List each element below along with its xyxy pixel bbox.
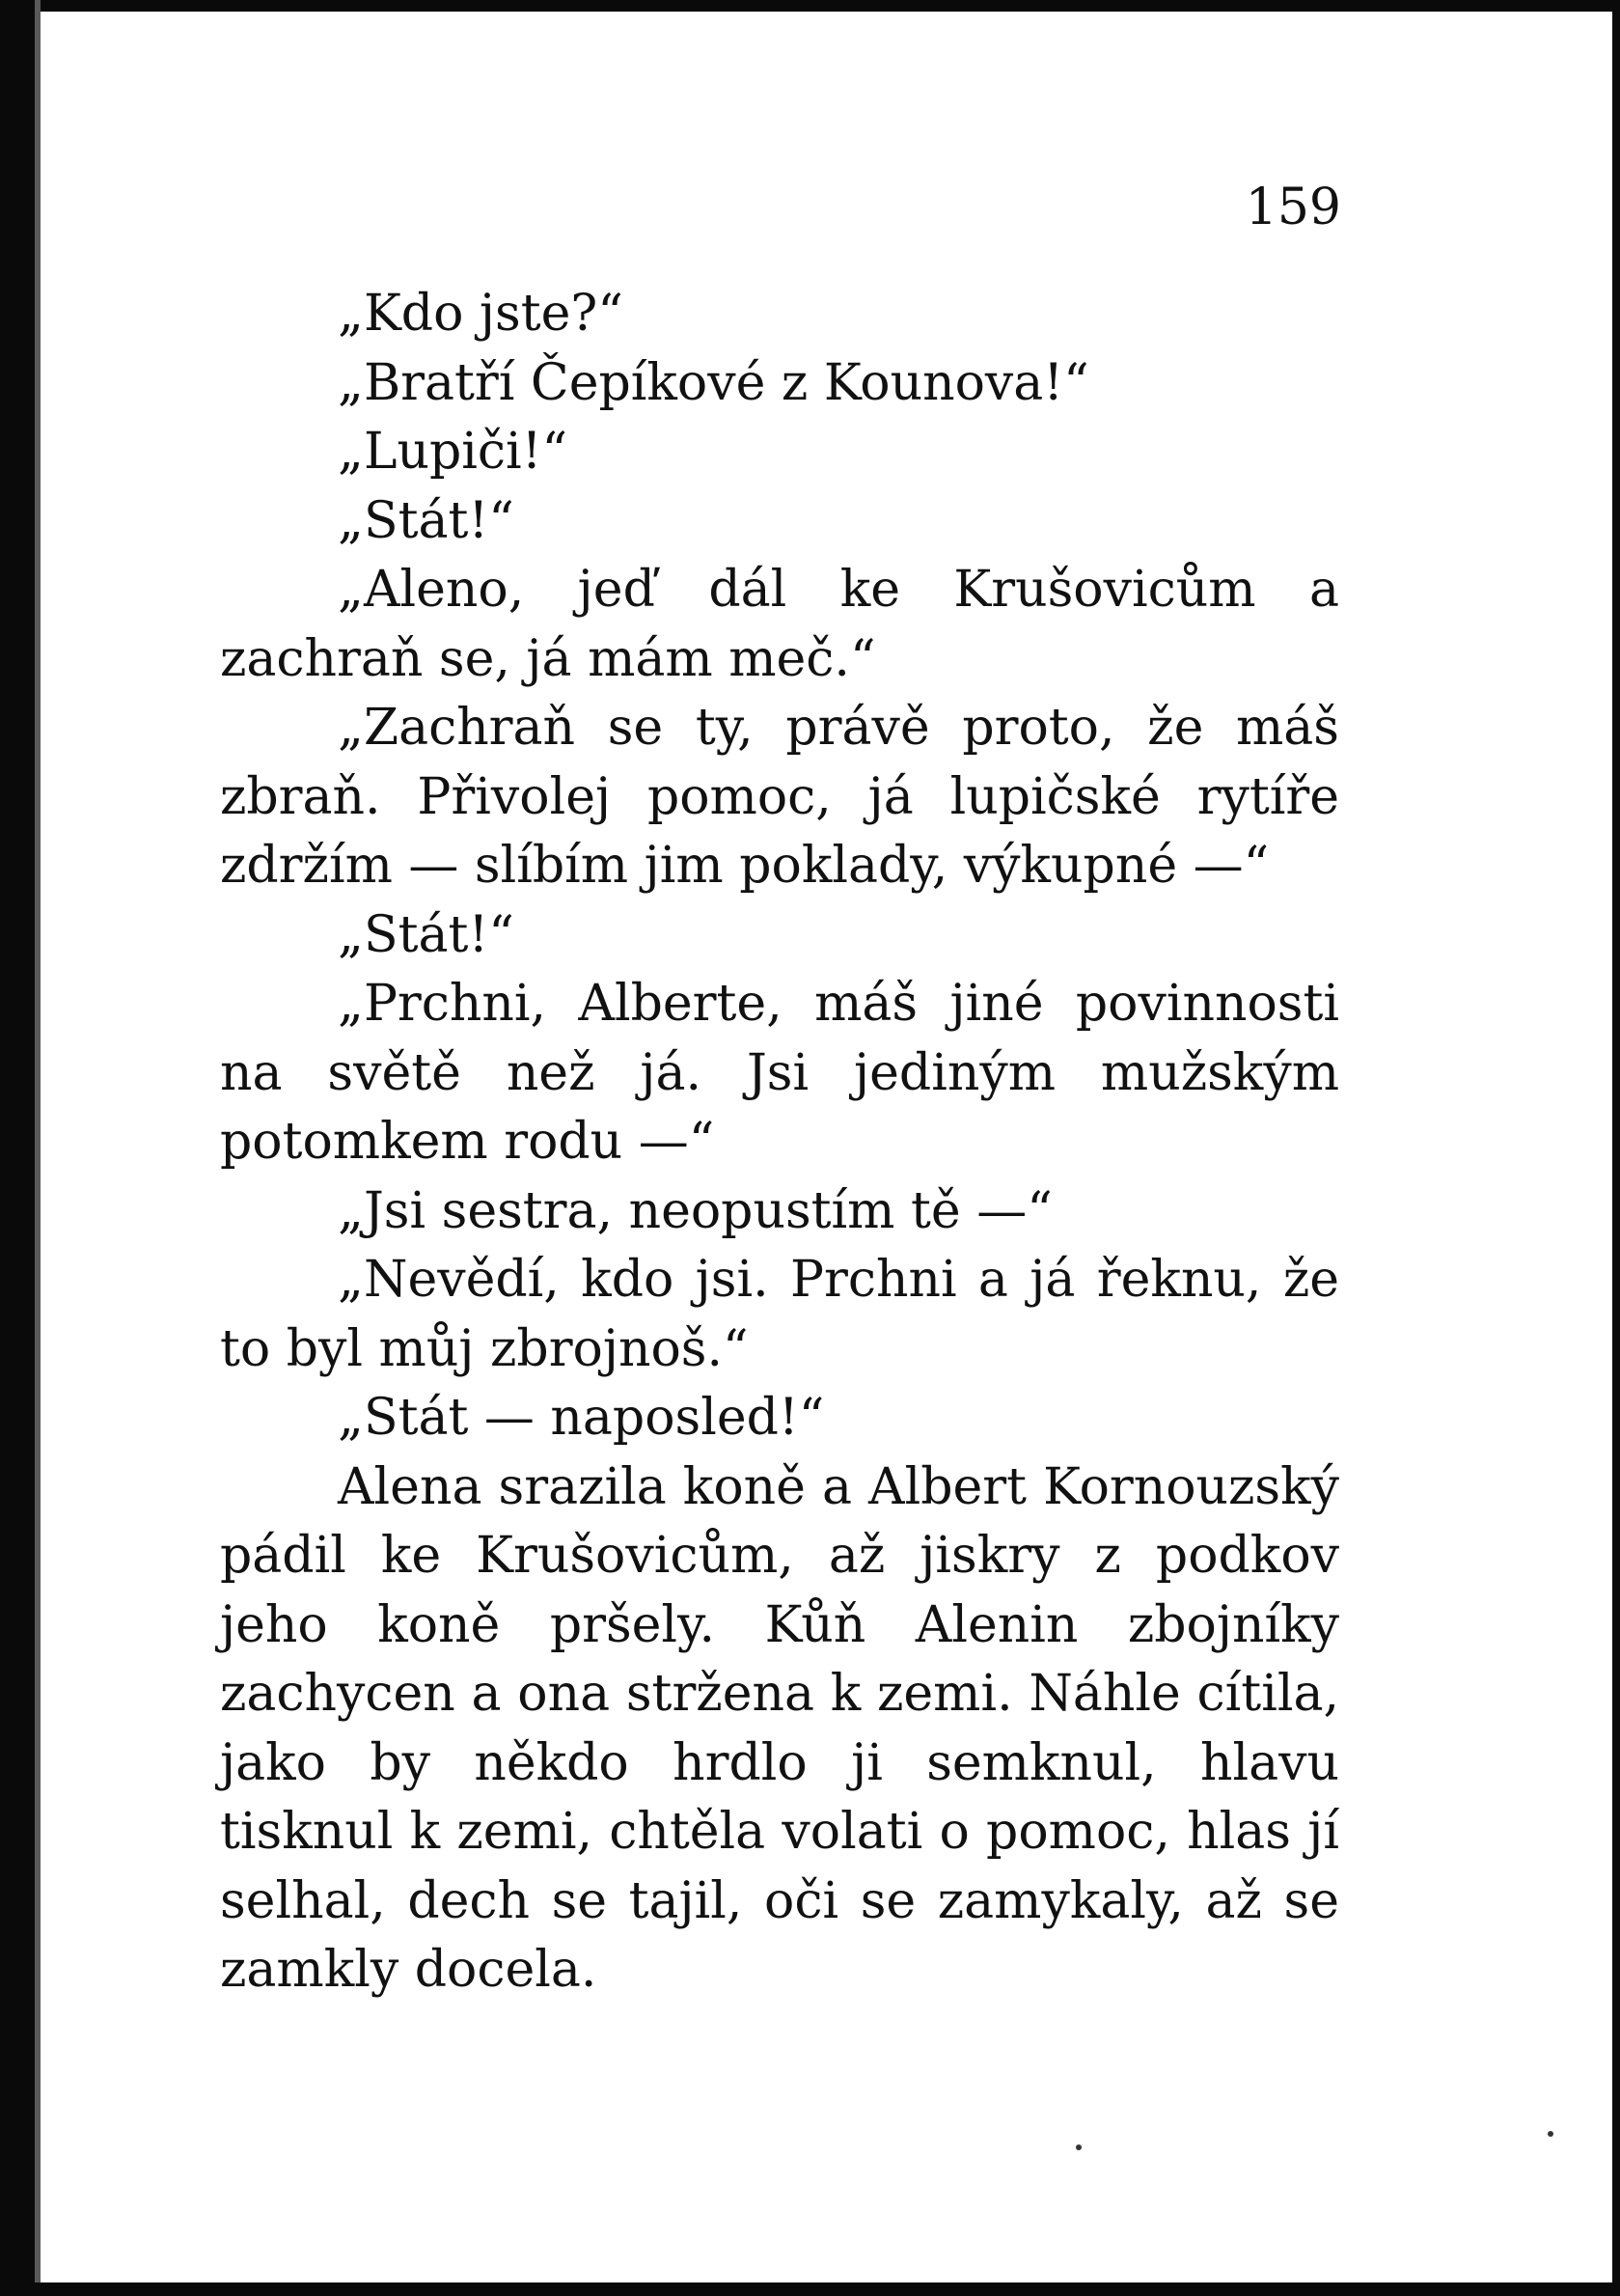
page-number: 159 (1245, 179, 1341, 236)
paragraph: „Stát!“ (338, 905, 514, 964)
paragraph: „Kdo jste?“ (338, 285, 623, 343)
scan-speck (1076, 2144, 1082, 2150)
paragraph: „Lupiči!“ (338, 423, 568, 481)
paragraph: „Bratří Čepíkové z Kounova!“ (338, 353, 1089, 412)
paragraph: „Stát!“ (338, 491, 514, 550)
scan-border-left (0, 0, 35, 2296)
paragraph: „Stát — naposled!“ (338, 1389, 825, 1447)
scan-border-bottom (0, 2282, 1620, 2296)
scan-border-right (1612, 0, 1620, 2296)
scan-border-inner-shadow (35, 0, 41, 2296)
paragraph: „Zachraň se ty, právě proto, že máš zbraň. Přivolej pomoc, já lupičské rytíře zdržím — slíbím jim poklady, výkupné —“ (220, 699, 1339, 895)
paragraph: Alena srazila koně a Albert Kornouzský pádil ke Krušovicům, až jiskry z podkov jeho koně pršely. Kůň Alenin zbojníky zachycen a ona stržena k zemi. Náhle cítila, jako by někdo hrdlo ji semknul, hlavu tisknul k zemi, chtěla volati o pomoc, hlas jí selhal, dech se tajil, oči se zamykaly, až se zamkly docela. (220, 1457, 1339, 1999)
paragraph: „Jsi sestra, neopustím tě —“ (338, 1181, 1053, 1240)
paragraph: „Nevědí, kdo jsi. Prchni a já řeknu, že to byl můj zbrojnoš.“ (220, 1251, 1339, 1378)
paragraph: „Prchni, Alberte, máš jiné povinnosti na světě než já. Jsi jediným mužským potomkem rodu —“ (220, 975, 1339, 1171)
scan-speck (1548, 2131, 1553, 2137)
body-text (220, 280, 1339, 2006)
paragraph: „Aleno, jeď dál ke Krušovicům a zachraň se, já mám meč.“ (220, 561, 1339, 688)
scan-border-top (0, 0, 1620, 12)
